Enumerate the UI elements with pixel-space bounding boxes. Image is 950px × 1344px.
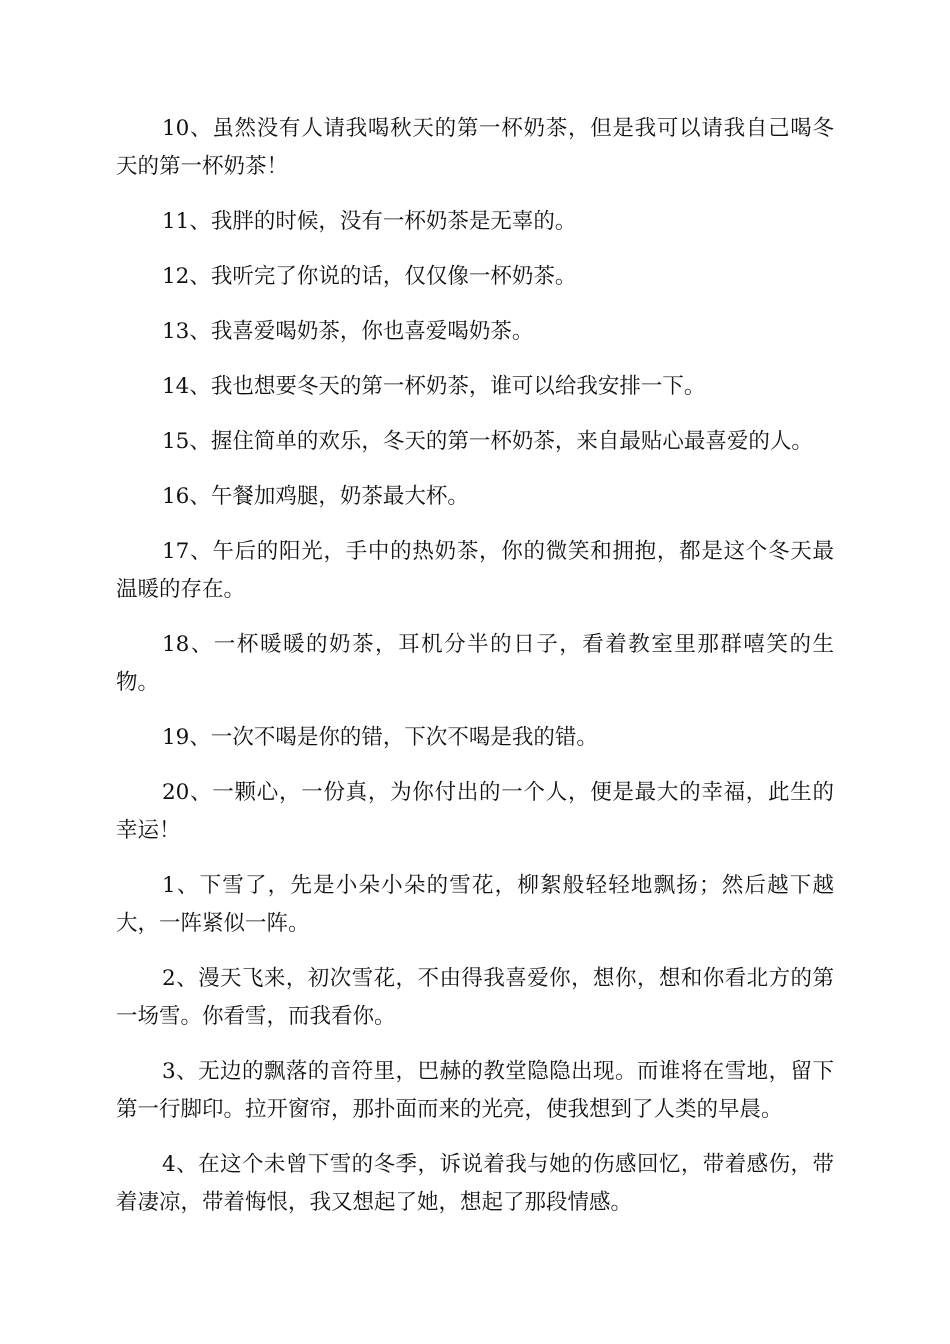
- paragraph: 16、午餐加鸡腿，奶茶最大杯。: [162, 484, 469, 509]
- paragraph: 4、在这个未曾下雪的冬季，诉说着我与她的伤感回忆，带着感伤，带着凄凉，带着悔恨，我又想起了她，想起了那段情感。: [116, 1152, 834, 1215]
- document-body: [116, 110, 834, 1239]
- paragraph: 2、漫天飞来，初次雪花，不由得我喜爱你，想你，想和你看北方的第一场雪。你看雪，而我看你。: [116, 966, 834, 1029]
- paragraph: 1、下雪了，先是小朵小朵的雪花，柳絮般轻轻地飘扬；然后越下越大，一阵紧似一阵。: [116, 873, 834, 936]
- paragraph: 10、虽然没有人请我喝秋天的第一杯奶茶，但是我可以请我自己喝冬天的第一杯奶茶！: [116, 116, 834, 179]
- paragraph: 11、我胖的时候，没有一杯奶茶是无辜的。: [162, 209, 577, 234]
- paragraph: 12、我听完了你说的话，仅仅像一杯奶茶。: [162, 264, 577, 289]
- paragraph: 18、一杯暖暖的奶茶，耳机分半的日子，看着教室里那群嘻笑的生物。: [116, 632, 834, 695]
- paragraph: 3、无边的飘落的音符里，巴赫的教堂隐隐出现。而谁将在雪地，留下第一行脚印。拉开窗帘，那扑面而来的光亮，使我想到了人类的早晨。: [116, 1059, 834, 1122]
- paragraph: 17、午后的阳光，手中的热奶茶，你的微笑和拥抱，都是这个冬天最温暖的存在。: [116, 539, 834, 602]
- paragraph: 20、一颗心，一份真，为你付出的一个人，便是最大的幸福，此生的幸运！: [116, 780, 834, 843]
- paragraph: 14、我也想要冬天的第一杯奶茶，谁可以给我安排一下。: [162, 374, 706, 399]
- paragraph: 15、握住简单的欢乐，冬天的第一杯奶茶，来自最贴心最喜爱的人。: [162, 429, 813, 454]
- paragraph: 19、一次不喝是你的错，下次不喝是我的错。: [162, 725, 598, 750]
- paragraph: 13、我喜爱喝奶茶，你也喜爱喝奶茶。: [162, 319, 534, 344]
